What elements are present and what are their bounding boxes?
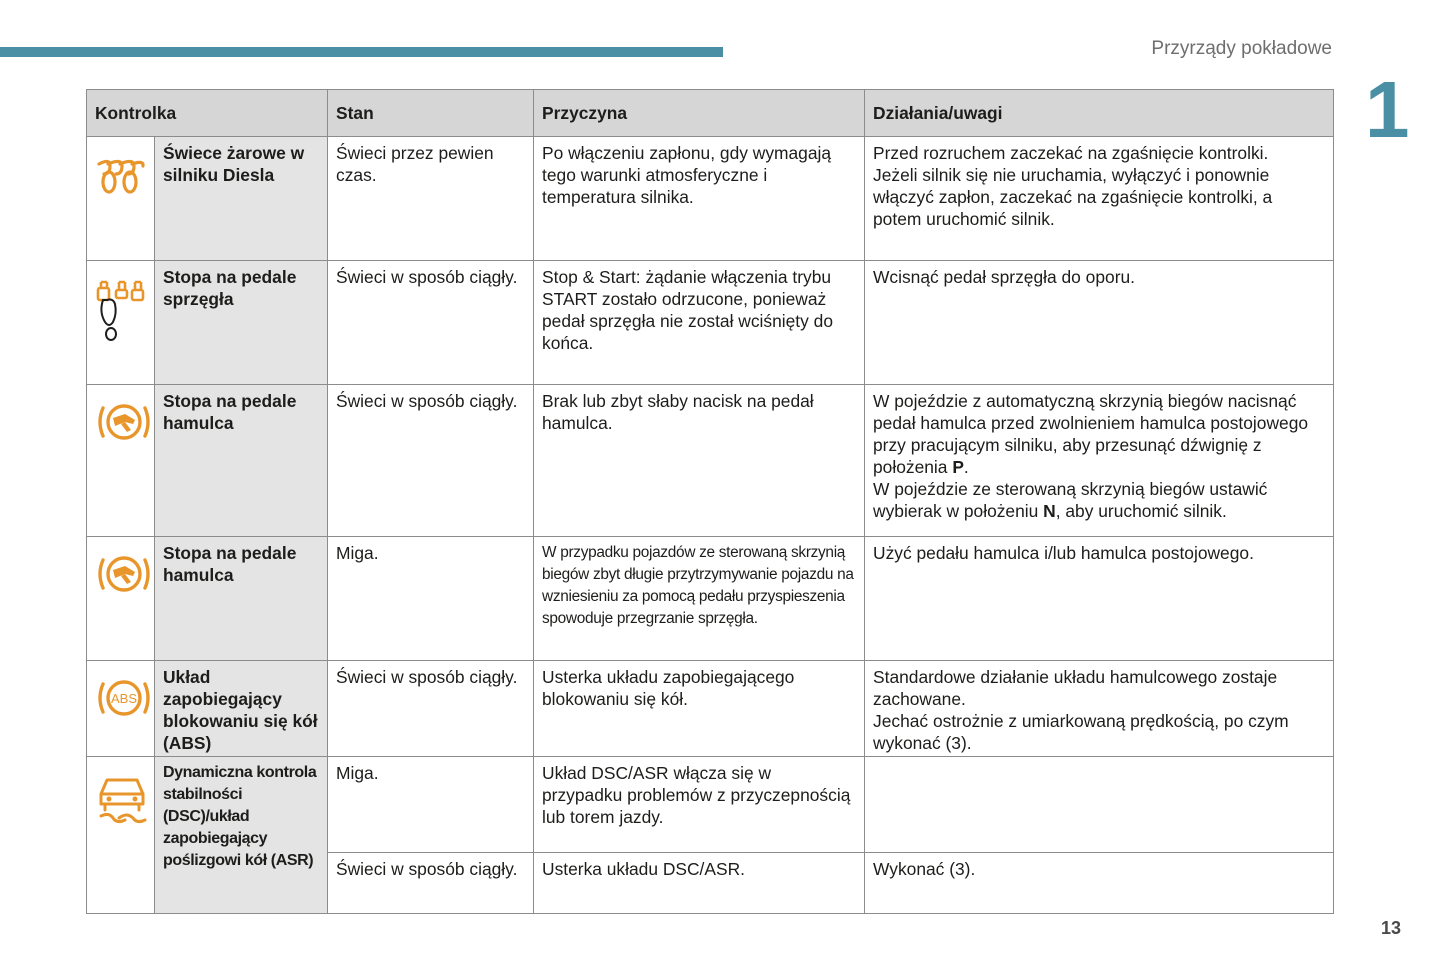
icon-cell [87, 757, 155, 914]
table-header-row [87, 90, 1334, 137]
light-name: Dynamiczna kontrola stabilności (DSC)/układ zapobiegający poślizgowi kół (ASR) [155, 757, 328, 914]
light-name: Stopa na pedale hamulca [155, 385, 328, 537]
state-cell: Miga. [328, 537, 534, 661]
cause-cell: Po włączeniu zapłonu, gdy wymagają tego warunki atmosferyczne i temperatura silnika. [534, 137, 865, 261]
column-header-przyczyna: Przyczyna [534, 90, 865, 137]
cause-cell: Usterka układu zapobiegającego blokowaniu się kół. [534, 661, 865, 757]
table-row [87, 385, 1334, 537]
cause-cell: Stop & Start: żądanie włączenia trybu START zostało odrzucone, ponieważ pedał sprzęgła nie został wciśnięty do końca. [534, 261, 865, 385]
state-cell: Świeci przez pewien czas. [328, 137, 534, 261]
action-cell [865, 757, 1334, 853]
abs-icon [95, 676, 153, 720]
state-cell: Świeci w sposób ciągły. [328, 261, 534, 385]
icon-cell [87, 385, 155, 537]
action-cell: Użyć pedału hamulca i/lub hamulca postojowego. [865, 537, 1334, 661]
chapter-number: 1 [1365, 65, 1410, 154]
clutch-pedal-icon [95, 278, 147, 342]
warning-lights-table [86, 89, 1334, 914]
state-cell: Miga. [328, 757, 534, 853]
cause-cell: W przypadku pojazdów ze sterowaną skrzynią biegów zbyt długie przytrzymywanie pojazdu na wzniesieniu za pomocą pedału przyspieszenia spowoduje przegrzanie sprzęgła. [534, 537, 865, 661]
state-cell: Świeci w sposób ciągły. [328, 385, 534, 537]
light-name: Układ zapobiegający blokowaniu się kół (ABS) [155, 661, 328, 757]
table-row [87, 137, 1334, 261]
cause-cell: Usterka układu DSC/ASR. [534, 853, 865, 914]
header-accent-bar [0, 47, 723, 57]
section-title: Przyrządy pokładowe [1151, 38, 1332, 59]
icon-cell [87, 261, 155, 385]
action-text: , aby uruchomić silnik. [1055, 501, 1227, 521]
icon-cell [87, 537, 155, 661]
gear-position-n: N [1043, 501, 1056, 521]
action-cell: Wykonać (3). [865, 853, 1334, 914]
column-header-kontrolka: Kontrolka [87, 90, 328, 137]
icon-cell [87, 137, 155, 261]
light-name: Świece żarowe w silniku Diesla [155, 137, 328, 261]
action-cell [865, 385, 1334, 537]
state-cell: Świeci w sposób ciągły. [328, 661, 534, 757]
brake-pedal-icon [95, 400, 153, 444]
dsc-skid-icon [95, 774, 149, 830]
gear-position-p: P [952, 457, 964, 477]
action-cell: Wcisnąć pedał sprzęgła do oporu. [865, 261, 1334, 385]
column-header-dzialania: Działania/uwagi [865, 90, 1334, 137]
action-text: W pojeździe z automatyczną skrzynią biegów nacisnąć pedał hamulca przed zwolnieniem hamulca postojowego przy pracującym silniku, aby przesunąć dźwignię z położenia [873, 391, 1309, 477]
column-header-stan: Stan [328, 90, 534, 137]
light-name: Stopa na pedale hamulca [155, 537, 328, 661]
brake-pedal-icon [95, 552, 153, 596]
glow-plug-icon [96, 156, 146, 196]
cause-cell: Układ DSC/ASR włącza się w przypadku problemów z przyczepnością lub torem jazdy. [534, 757, 865, 853]
table-row [87, 661, 1334, 757]
icon-cell [87, 661, 155, 757]
table-row [87, 537, 1334, 661]
action-text: W pojeździe ze sterowaną skrzynią biegów ustawić wybierak w położeniu [873, 479, 1268, 521]
abs-icon-label: ABS [110, 691, 138, 706]
table-row [87, 757, 1334, 853]
table-row [87, 261, 1334, 385]
action-cell: Standardowe działanie układu hamulcowego zostaje zachowane. Jechać ostrożnie z umiarkowaną prędkością, po czym wykonać (3). [865, 661, 1334, 757]
action-text: . [963, 457, 969, 477]
cause-cell: Brak lub zbyt słaby nacisk na pedał hamulca. [534, 385, 865, 537]
action-cell: Przed rozruchem zaczekać na zgaśnięcie kontrolki. Jeżeli silnik się nie uruchamia, wyłączyć i ponownie włączyć zapłon, zaczekać na zgaśnięcie kontrolki, a potem uruchomić silnik. [865, 137, 1334, 261]
page-number: 13 [1381, 918, 1402, 938]
state-cell: Świeci w sposób ciągły. [328, 853, 534, 914]
light-name: Stopa na pedale sprzęgła [155, 261, 328, 385]
